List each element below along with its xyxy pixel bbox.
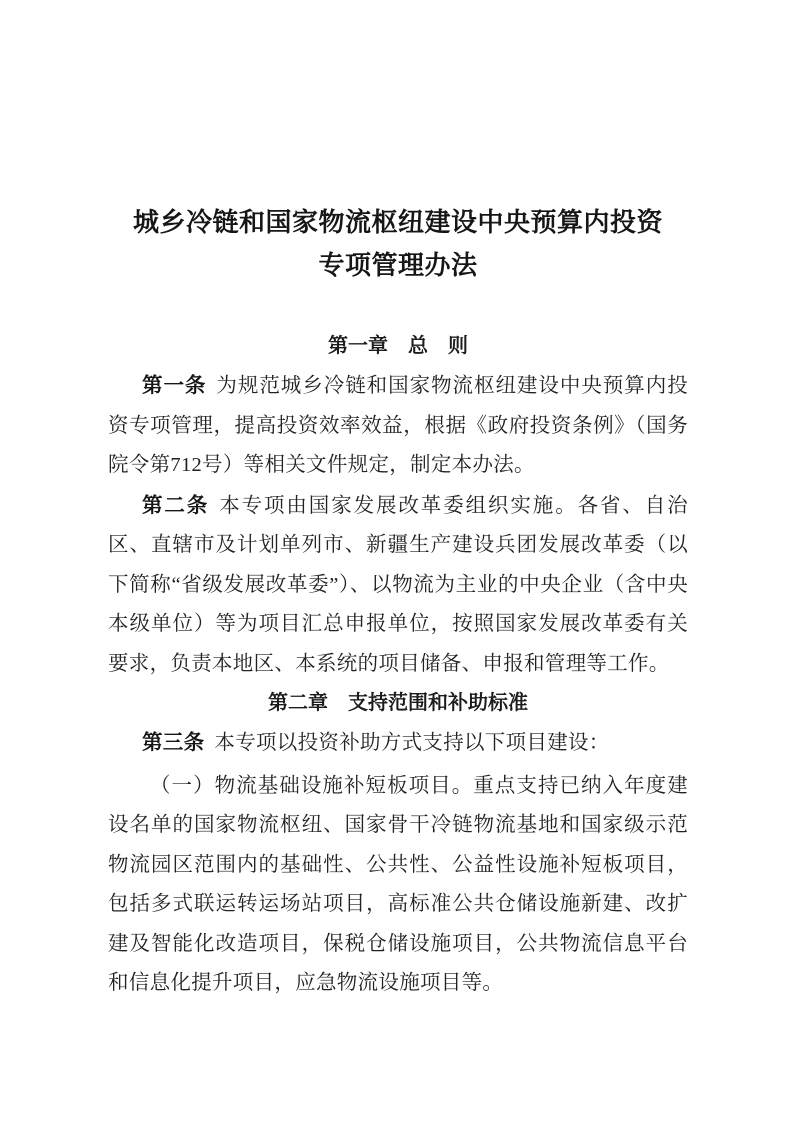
article-2-paragraph (108, 486, 688, 685)
chapter-2-heading: 第二章 支持范围和补助标准 (268, 692, 528, 714)
article-1-label: 第一条 (142, 374, 207, 397)
article-3-label: 第三条 (142, 731, 205, 754)
article-2-text: 本专项由国家发展改革委组织实施。各省、自治区、直辖市及计划单列市、新疆生产建设兵团发展改革委（以下简称“省级发展改革委”）、以物流为主业的中央企业（含中央本级单位）等为项目汇总申报单位，按照国家发展改革委有关要求，负责本地区、本系统的项目储备、申报和管理等工作。 (108, 494, 688, 675)
article-3-paragraph (108, 723, 688, 764)
article-2-label: 第二条 (142, 493, 210, 517)
document-title (108, 201, 688, 287)
article-1-paragraph (108, 366, 688, 486)
document-title-line1: 城乡冷链和国家物流枢纽建设中央预算内投资 (132, 208, 663, 237)
clause-item-1-paragraph: （一）物流基础设施补短板项目。重点支持已纳入年度建设名单的国家物流枢纽、国家骨干冷链物流基地和国家级示范物流园区范围内的基础性、公共性、公益性设施补短板项目，包括多式联运转运场站项目，高标准公共仓储设施新建、改扩建及智能化改造项目，保税仓储设施项目，公共物流信息平台和信息化提升项目，应急物流设施项目等。 (108, 774, 688, 994)
article-1-text: 为规范城乡冷链和国家物流枢纽建设中央预算内投资专项管理，提高投资效率效益，根据《政府投资条例》（国务院令第712号）等相关文件规定，制定本办法。 (108, 375, 688, 476)
chapter-1-heading: 第一章 总 则 (328, 335, 468, 357)
article-3-text: 本专项以投资补助方式支持以下项目建设： (214, 732, 610, 754)
document-title-line2: 专项管理办法 (318, 251, 478, 280)
